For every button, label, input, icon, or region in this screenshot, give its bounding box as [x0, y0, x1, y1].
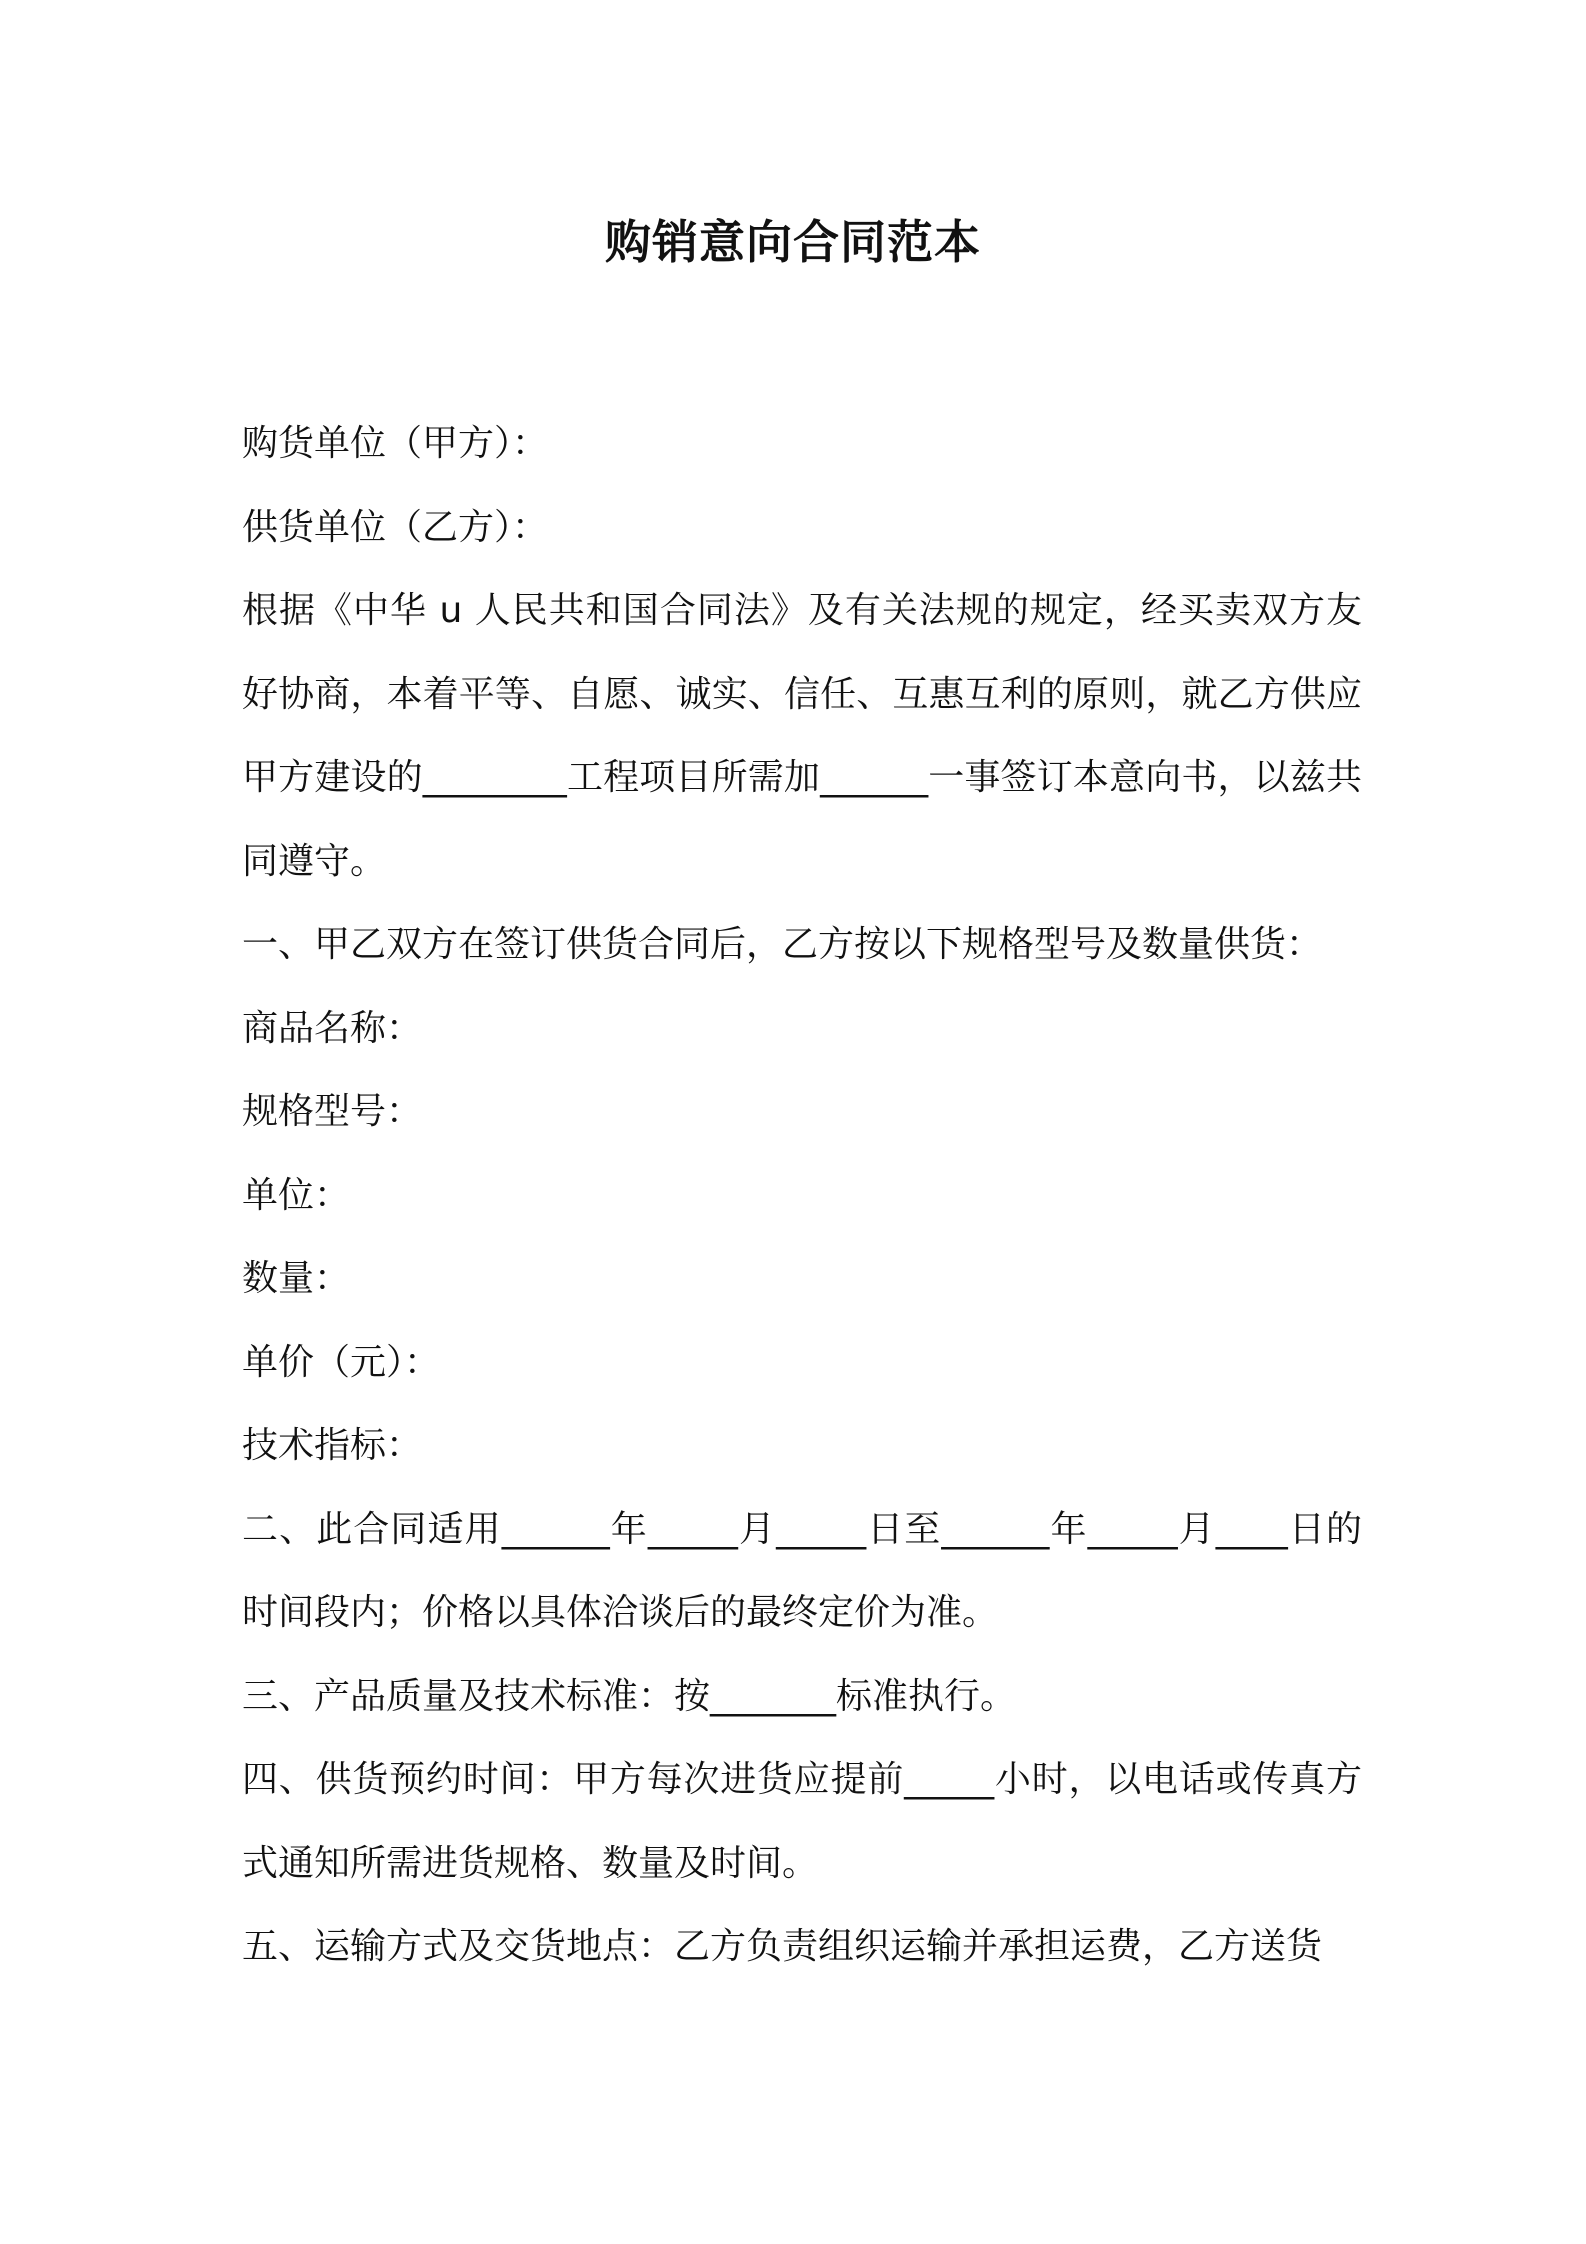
- clause-3: 三、产品质量及技术标准：按_______标准执行。: [242, 1675, 1017, 1717]
- field-tech-index: 技术指标：: [242, 1425, 423, 1466]
- buyer-line: 购货单位（甲方）：: [242, 423, 549, 464]
- supplier-line: 供货单位（乙方）：: [242, 506, 549, 548]
- field-spec-model: 规格型号：: [242, 1091, 423, 1132]
- field-product-name: 商品名称：: [242, 1007, 423, 1049]
- field-unit: 单位：: [242, 1174, 351, 1216]
- document-title: 购销意向合同范本: [605, 215, 981, 269]
- clause-1: 一、甲乙双方在签订供货合同后，乙方按以下规格型号及数量供货：: [242, 924, 1323, 965]
- preamble-paragraph: 根据《中华 u 人民共和国合同法》及有关法规的规定，经买卖双方友好协商，本着平等、自愿、诚实、信任、互惠互利的原则，就乙方供应甲方建设的________工程项目所需加______一事签订本意向书，以兹共同遵守。: [242, 590, 1362, 882]
- clause-2: 二、此合同适用______年_____月_____日至______年_____月____日的时间段内；价格以具体洽谈后的最终定价为准。: [242, 1508, 1362, 1633]
- field-quantity: 数量：: [242, 1258, 351, 1299]
- document-body: [242, 402, 1362, 1989]
- clause-4: 四、供货预约时间：甲方每次进货应提前_____小时，以电话或传真方式通知所需进货规格、数量及时间。: [242, 1759, 1362, 1884]
- field-unit-price: 单价（元）：: [242, 1341, 441, 1383]
- clause-5: 五、运输方式及交货地点：乙方负责组织运输并承担运费，乙方送货: [242, 1926, 1323, 1967]
